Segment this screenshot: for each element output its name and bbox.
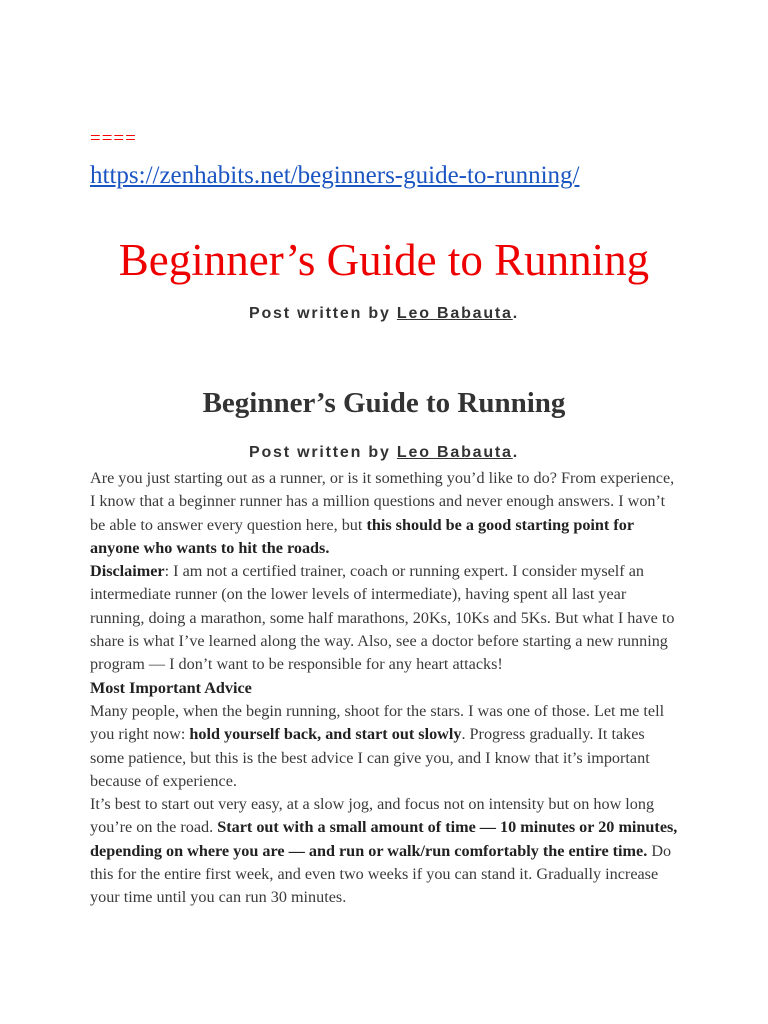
paragraph-disclaimer [90,560,680,676]
paragraph-start-easy [90,793,680,909]
author-link[interactable]: Leo Babauta [396,444,513,461]
paragraph-emphasis: Start out with a small amount of time — 10 minutes or 20 minutes, depending on where you are — and run or walk/run comfortably the entire time. [90,818,678,860]
byline [0,305,768,323]
paragraph-text: . Progress gradually. It takes some patience, but this is the best advice I can give you, and I know that it’s important because of experience. [90,725,650,790]
paragraph-text: Many people, when the begin running, shoot for the stars. I was one of those. Let me tell you right now: [90,701,665,744]
section-heading [90,677,680,700]
byline-suffix: . [512,444,519,461]
paragraph-intro [90,467,680,560]
byline-prefix: Post written by [248,305,397,322]
byline-suffix: . [512,305,519,322]
byline-prefix: Post written by [248,444,397,461]
separator-line: ==== [90,128,137,149]
article-byline [0,444,768,462]
article-title: Beginner’s Guide to Running [202,387,566,419]
paragraph-emphasis: this should be a good starting point for anyone who wants to hit the roads. [90,515,634,557]
heading-most-important-advice: Most Important Advice [90,678,252,697]
paragraph-emphasis: hold yourself back, and start out slowly [189,725,462,744]
paragraph-text: Do this for the entire first week, and even two weeks if you can stand it. Gradually increase your time until you can run 30 minutes. [90,841,672,907]
paragraph-text: It’s best to start out very easy, at a slow jog, and focus not on intensity but on how long you’re on the road. [90,795,655,837]
disclaimer-label: Disclaimer [90,562,165,581]
author-link[interactable]: Leo Babauta [396,305,513,322]
paragraph-advice [90,700,680,793]
article-body [90,467,680,910]
paragraph-text: : I am not a certified trainer, coach or running expert. I consider myself an intermediate runner (on the lower levels of intermediate), having spent all last year running, doing a marathon, some half marathons, 20Ks, 10Ks and 5Ks. But what I have to share is what I’ve learned along the way. Also, see a doctor before starting a new running program — I don’t want to be responsible for any heart attacks! [90,562,675,674]
paragraph-text: Are you just starting out as a runner, or is it something you’d like to do? From experience, I know that a beginner runner has a million questions and never enough answers. I won’t be able to answer every question here, but [90,469,675,534]
main-title: Beginner’s Guide to Running [118,235,650,285]
source-link[interactable]: https://zenhabits.net/beginners-guide-to-running/ [90,162,580,189]
